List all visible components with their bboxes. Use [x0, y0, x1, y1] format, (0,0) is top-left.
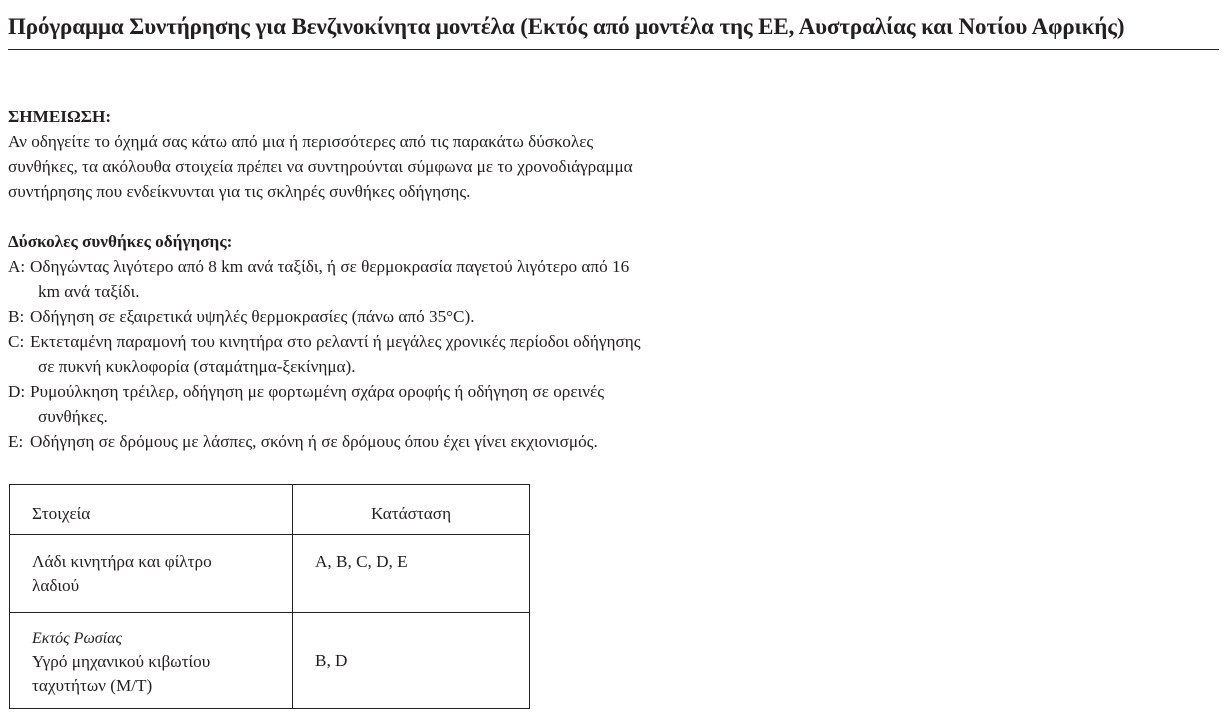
condition-item-c	[8, 329, 808, 379]
note-line: συντήρησης που ενδείκνυνται για τις σκληρές συνθήκες οδήγησης.	[8, 182, 471, 201]
note-line: Αν οδηγείτε το όχημά σας κάτω από μια ή περισσότερες από τις παρακάτω δύσκολες	[8, 132, 594, 151]
note-line: συνθήκες, τα ακόλουθα στοιχεία πρέπει να συντηρούνται σύμφωνα με το χρονοδιάγραμμα	[8, 157, 633, 176]
exclusion-note: Εκτός Ρωσίας	[32, 630, 122, 647]
item-line: Λάδι κινητήρα και φίλτρο	[32, 552, 212, 571]
condition-item-b	[8, 304, 808, 329]
condition-line: Εκτεταμένη παραμονή του κινητήρα στο ρελαντί ή μεγάλες χρονικές περίοδοι οδήγησης	[30, 332, 641, 351]
condition-text	[26, 254, 808, 304]
note-section	[8, 104, 808, 204]
condition-item-a	[8, 254, 808, 304]
condition-letter: B:	[8, 307, 25, 326]
table-row	[10, 613, 530, 709]
condition-line: Οδήγηση σε δρόμους με λάσπες, σκόνη ή σε δρόμους όπου έχει γίνει εκχιονισμός.	[30, 432, 598, 451]
conditions-heading: Δύσκολες συνθήκες οδήγησης:	[8, 232, 233, 251]
condition-item-e	[8, 429, 808, 454]
condition-line: Οδηγώντας λιγότερο από 8 km ανά ταξίδι, ή σε θερμοκρασία παγετού λιγότερο από 16	[30, 257, 630, 276]
maintenance-table	[9, 484, 530, 709]
item-cell	[10, 535, 293, 613]
condition-cell: B, D	[293, 613, 530, 709]
condition-line: Οδήγηση σε εξαιρετικά υψηλές θερμοκρασίες (πάνω από 35°C).	[30, 307, 475, 326]
item-cell	[10, 613, 293, 709]
page-title: Πρόγραμμα Συντήρησης για Βενζινοκίνητα μοντέλα (Εκτός από μοντέλα της ΕΕ, Αυστραλίας και Νοτίου Αφρικής)	[8, 14, 1125, 39]
table-header-row	[10, 485, 530, 535]
item-line: ταχυτήτων (M/T)	[32, 676, 153, 695]
condition-letter: A:	[8, 257, 26, 276]
table-row	[10, 535, 530, 613]
condition-line: Ρυμούλκηση τρέιλερ, οδήγηση με φορτωμένη σχάρα οροφής ή οδήγηση σε ορεινές	[30, 382, 605, 401]
driving-conditions-section	[8, 229, 808, 454]
condition-letter: D:	[8, 382, 26, 401]
note-heading: ΣΗΜΕΙΩΣΗ:	[8, 107, 112, 126]
column-header-condition: Κατάσταση	[293, 485, 530, 535]
condition-text	[26, 304, 808, 329]
condition-text	[26, 379, 808, 429]
condition-letter: E:	[8, 432, 24, 451]
column-header-items: Στοιχεία	[10, 485, 293, 535]
item-line: λαδιού	[32, 576, 80, 595]
page-header	[8, 10, 1219, 50]
item-line: Υγρό μηχανικού κιβωτίου	[32, 652, 211, 671]
condition-line: km ανά ταξίδι.	[38, 282, 140, 301]
condition-letter: C:	[8, 332, 25, 351]
condition-line: συνθήκες.	[38, 407, 108, 426]
condition-text	[26, 329, 808, 379]
conditions-list	[8, 254, 808, 454]
note-text	[8, 129, 808, 204]
condition-text	[26, 429, 808, 454]
condition-item-d	[8, 379, 808, 429]
condition-cell: A, B, C, D, E	[293, 535, 530, 613]
condition-line: σε πυκνή κυκλοφορία (σταμάτημα-ξεκίνημα).	[38, 357, 356, 376]
